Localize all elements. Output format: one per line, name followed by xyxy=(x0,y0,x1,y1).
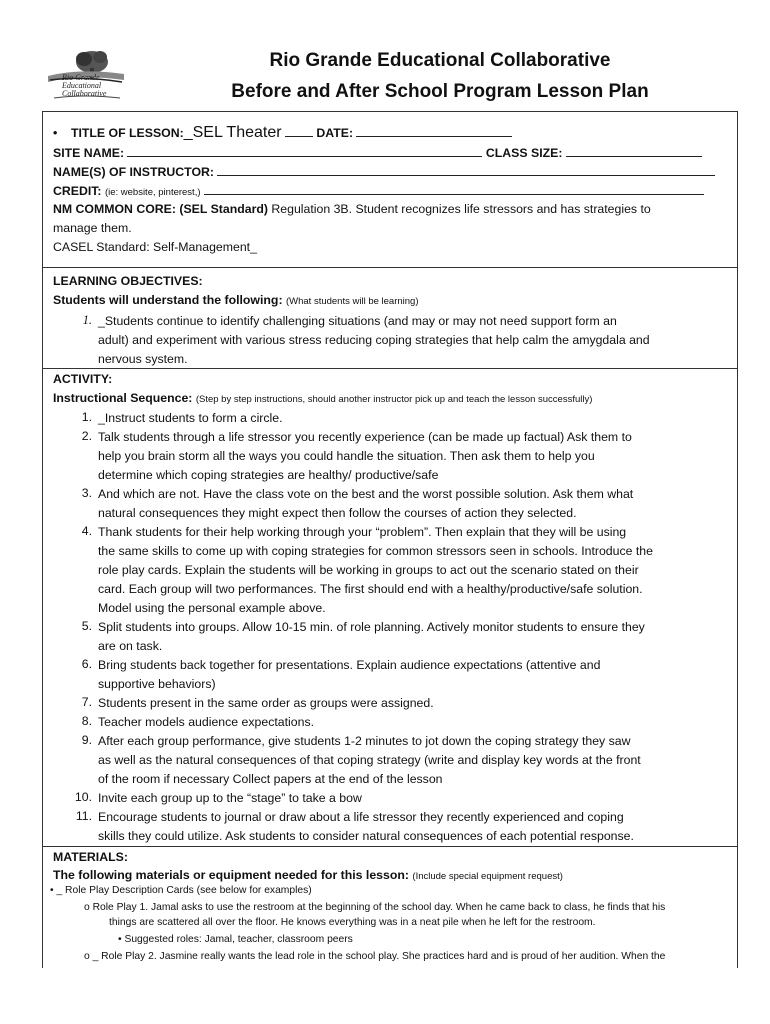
step-item xyxy=(98,732,728,789)
core-label: NM COMMON CORE: (SEL Standard) xyxy=(53,202,268,216)
objective-line: _Students continue to identify challenging situations (and may or may not need support form an xyxy=(98,314,617,328)
step-item xyxy=(98,485,728,523)
step-line: Students present in the same order as groups were assigned. xyxy=(98,696,434,710)
step-number: 2. xyxy=(81,429,92,443)
step-line: are on task. xyxy=(98,639,163,653)
bullet: • xyxy=(53,126,58,140)
step-line: Thank students for their help working through your “problem”. Then explain that they will be using xyxy=(98,525,627,539)
step-item xyxy=(98,694,728,713)
step-line: role play cards. Explain the students will be working in groups to act out the scenario stated on their xyxy=(98,563,639,577)
lesson-blank xyxy=(285,124,313,137)
step-line: Encourage students to journal or draw about a life stressor they recently experienced and coping xyxy=(98,810,624,824)
step-number: 6. xyxy=(81,657,92,671)
step-item xyxy=(98,713,728,732)
step-item xyxy=(98,428,728,485)
step-line: supportive behaviors) xyxy=(98,677,216,691)
class-size-field[interactable] xyxy=(566,144,702,157)
doc-subtitle: Before and After School Program Lesson Plan xyxy=(231,81,649,102)
sequence-hint: (Step by step instructions, should another instructor pick up and teach the lesson successfully) xyxy=(195,394,593,405)
step-item xyxy=(98,523,728,618)
step-number: 4. xyxy=(81,524,92,538)
site-field[interactable] xyxy=(127,144,482,157)
step-number: 5. xyxy=(81,619,92,633)
class-size-label: CLASS SIZE: xyxy=(485,146,563,160)
step-line: Split students into groups. Allow 10-15 min. of role planning. Actively monitor students to ensure they xyxy=(98,620,645,634)
role-play-2: o _ Role Play 2. Jasmine really wants the lead role in the school play. She practices hard and is proud of her audition. When the xyxy=(84,951,666,962)
logo-line: Collaborative xyxy=(62,89,107,98)
step-number: 1. xyxy=(81,410,92,424)
doc-title: Rio Grande Educational Collaborative xyxy=(269,50,611,71)
logo-line: Rio Grande xyxy=(62,73,100,82)
date-field[interactable] xyxy=(356,124,512,137)
materials-hint: (Include special equipment request) xyxy=(412,871,563,882)
credit-field[interactable] xyxy=(204,182,704,195)
core-text: Regulation 3B. Student recognizes life stressors and has strategies to xyxy=(267,202,651,216)
objective-item xyxy=(98,312,728,369)
step-line: natural consequences they might expect then follow the courses of action they selected. xyxy=(98,506,577,520)
understand-label: Students will understand the following: xyxy=(53,293,283,307)
step-line: After each group performance, give students 1-2 minutes to jot down the coping strategy they saw xyxy=(98,734,631,748)
lesson-title-row xyxy=(53,124,512,142)
step-line: And which are not. Have the class vote on the best and the worst possible solution. Ask them what xyxy=(98,487,634,501)
step-line: determine which coping strategies are healthy/ productive/safe xyxy=(98,468,439,482)
step-number: 8. xyxy=(81,714,92,728)
step-number: 9. xyxy=(81,733,92,747)
role-play-1-roles: • Suggested roles: Jamal, teacher, classroom peers xyxy=(118,934,353,945)
step-line: Invite each group up to the “stage” to take a bow xyxy=(98,791,362,805)
core-row-2: manage them. xyxy=(53,221,132,235)
sequence-row xyxy=(53,390,592,408)
lesson-label: TITLE OF LESSON: xyxy=(70,126,184,140)
logo-line: Educational xyxy=(62,81,102,90)
objective-number: 1. xyxy=(82,313,92,327)
objectives-heading: LEARNING OBJECTIVES: xyxy=(53,274,203,288)
step-number: 10. xyxy=(74,790,92,804)
materials-bullet: • _ Role Play Description Cards (see below for examples) xyxy=(50,885,312,896)
credit-label: CREDIT: xyxy=(53,184,102,198)
step-line: help you brain storm all the ways you could handle the situation. Then ask them to help you xyxy=(98,449,595,463)
step-line: Bring students back together for presentations. Explain audience expectations (attentive and xyxy=(98,658,601,672)
divider xyxy=(42,267,738,268)
logo-text xyxy=(62,74,106,98)
understand-hint: (What students will be learning) xyxy=(285,296,419,307)
step-item xyxy=(98,808,728,846)
date-label: DATE: xyxy=(316,126,354,140)
step-item xyxy=(98,618,728,656)
instructor-row xyxy=(53,163,715,181)
instructor-label: NAME(S) OF INSTRUCTOR: xyxy=(53,165,214,179)
site-label: SITE NAME: xyxy=(53,146,125,160)
step-item xyxy=(98,789,728,808)
step-line: of the room if necessary Collect papers at the end of the lesson xyxy=(98,772,443,786)
lesson-value[interactable]: _SEL Theater xyxy=(183,124,282,141)
step-line: _Instruct students to form a circle. xyxy=(98,411,283,425)
step-number: 7. xyxy=(81,695,92,709)
credit-hint: (ie: website, pinterest,) xyxy=(104,187,201,198)
objective-line: adult) and experiment with various stress reducing coping strategies that help calm the amygdala and xyxy=(98,333,650,347)
divider xyxy=(42,846,738,847)
materials-label: The following materials or equipment needed for this lesson: xyxy=(53,868,409,882)
step-line: Model using the personal example above. xyxy=(98,601,326,615)
step-line: card. Each group will two performances. The first should end with a healthy/productive/safe solution. xyxy=(98,582,643,596)
activity-heading: ACTIVITY: xyxy=(53,372,113,386)
core-row xyxy=(53,201,651,218)
objective-line: nervous system. xyxy=(98,352,188,366)
sequence-label: Instructional Sequence: xyxy=(53,391,193,405)
step-line: as well as the natural consequences of that coping strategy (write and display key words at the front xyxy=(98,753,641,767)
role-play-1: o Role Play 1. Jamal asks to use the restroom at the beginning of the school day. When he came back to class, he finds that his xyxy=(84,902,666,913)
credit-row xyxy=(53,182,704,201)
step-number: 3. xyxy=(81,486,92,500)
step-number: 11. xyxy=(75,809,92,823)
step-line: Teacher models audience expectations. xyxy=(98,715,315,729)
step-line: the same skills to come up with coping strategies for common stressors seen in schools. Introduce the xyxy=(98,544,653,558)
role-play-1-cont: things are scattered all over the floor. He knows everything was in a neat pile when he left for the restroom. xyxy=(109,917,596,928)
casel-standard: CASEL Standard: Self-Management_ xyxy=(53,240,257,254)
understand-row xyxy=(53,292,419,310)
step-item xyxy=(98,656,728,694)
instructor-field[interactable] xyxy=(217,163,715,176)
materials-needed-row xyxy=(53,867,563,885)
step-line: Talk students through a life stressor you recently experience (can be made up factual) Ask them to xyxy=(98,430,632,444)
step-item xyxy=(98,409,728,428)
materials-heading: MATERIALS: xyxy=(53,850,128,864)
site-row xyxy=(53,144,702,162)
step-line: skills they could utilize. Ask students to consider natural consequences of each potential response. xyxy=(98,829,634,843)
